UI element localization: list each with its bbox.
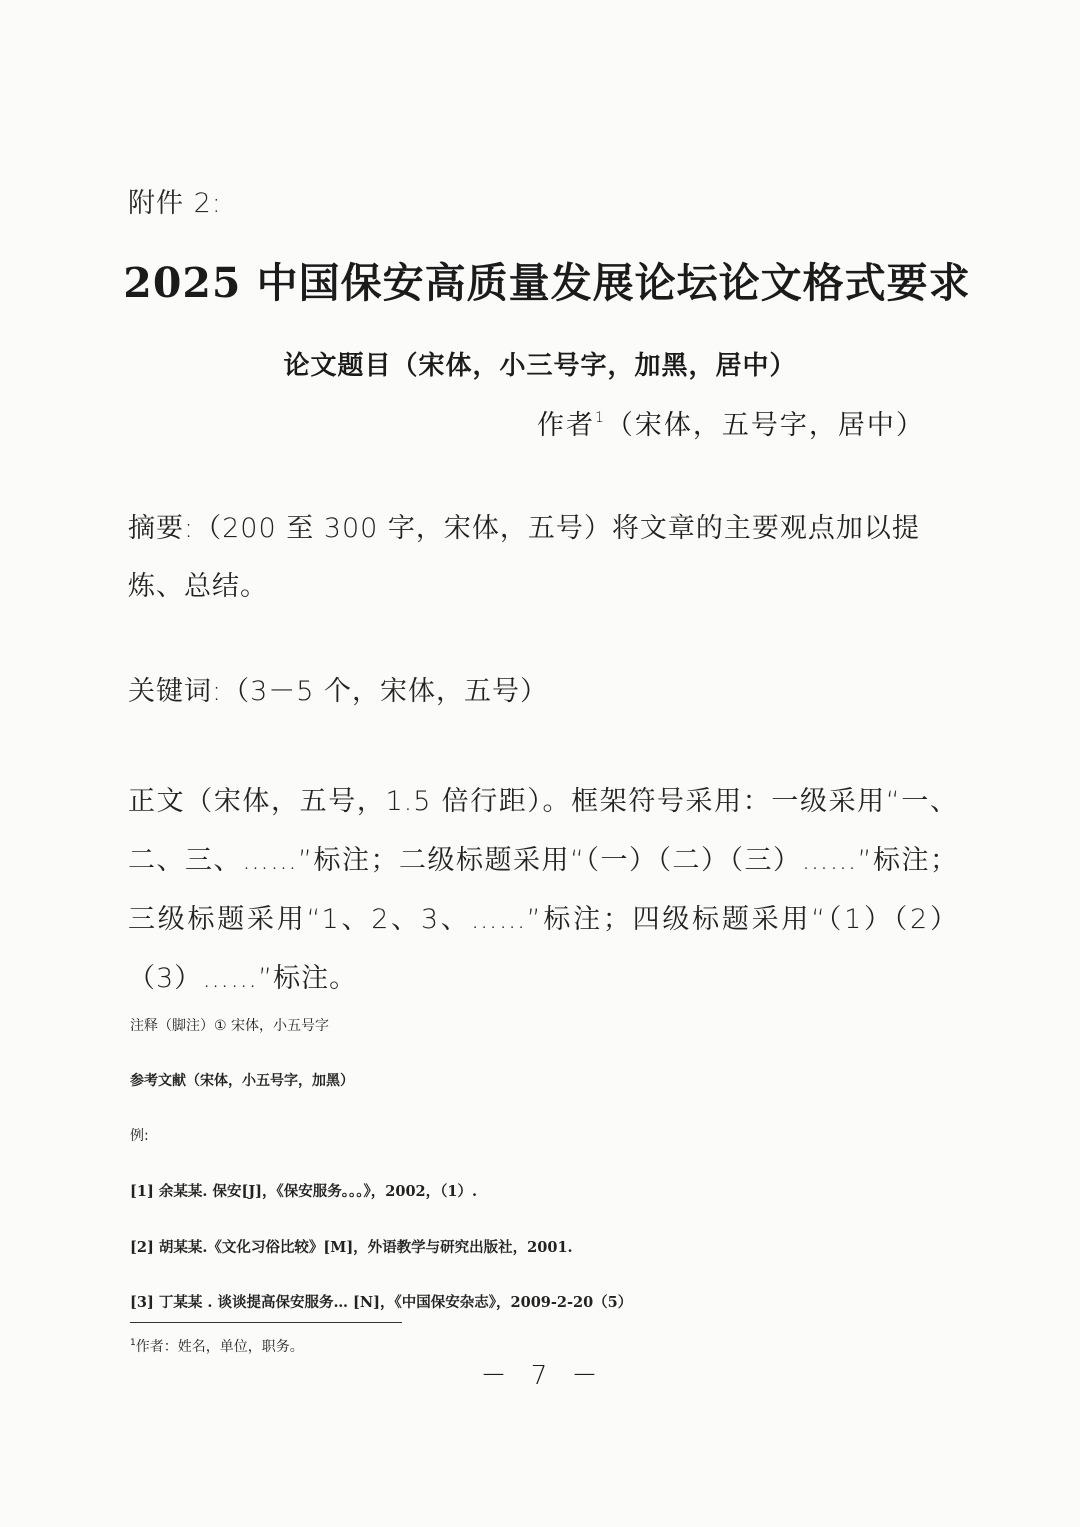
author-prefix: 作者 [537, 410, 595, 441]
reference-item: [1] 余某某. 保安[J]，《保安服务。。。》，2002，（1）. [130, 1183, 478, 1200]
main-title: 2025 中国保安高质量发展论坛论文格式要求 [123, 259, 971, 307]
footnote-divider [130, 1322, 402, 1323]
main-text-paragraph: 正文（宋体，五号，1.5 倍行距）。框架符号采用：一级采用“一、二、三、……”标注；二级标题采用“（一）（二）（三）……”标注；三级标题采用“1、2、3、……”标注；四级标题采用“（1）（2）（3）……”标注。 [128, 786, 958, 994]
footnote-format-note: 注释（脚注）① 宋体，小五号字 [130, 1018, 330, 1034]
page-number: － 7 － [480, 1361, 606, 1391]
attachment-label: 附件 2: [128, 188, 222, 219]
references-heading: 参考文献（宋体，小五号字，加黑） [130, 1073, 354, 1089]
author-format: （宋体，五号字，居中） [605, 410, 925, 441]
paper-title-format: 论文题目（宋体，小三号字，加黑，居中） [283, 351, 797, 381]
keywords-paragraph: 关键词:（3－5 个，宋体，五号） [128, 676, 549, 707]
abstract-paragraph: 摘要:（200 至 300 字，宋体，五号）将文章的主要观点加以提炼、总结。 [128, 513, 920, 602]
author-footnote-marker: 1 [595, 410, 606, 426]
example-label: 例: [130, 1128, 149, 1144]
footnote-marker: 1 [130, 1338, 136, 1348]
footnote-text: 作者：姓名，单位，职务。 [135, 1339, 304, 1355]
reference-item: [2] 胡某某.《文化习俗比较》[M]，外语教学与研究出版社，2001. [130, 1239, 573, 1256]
author-footnote [130, 1336, 304, 1356]
reference-item: [3] 丁某某 . 谈谈提高保安服务… [N]，《中国保安杂志》，2009-2-20（5） [130, 1294, 633, 1311]
author-format-line [537, 403, 925, 442]
